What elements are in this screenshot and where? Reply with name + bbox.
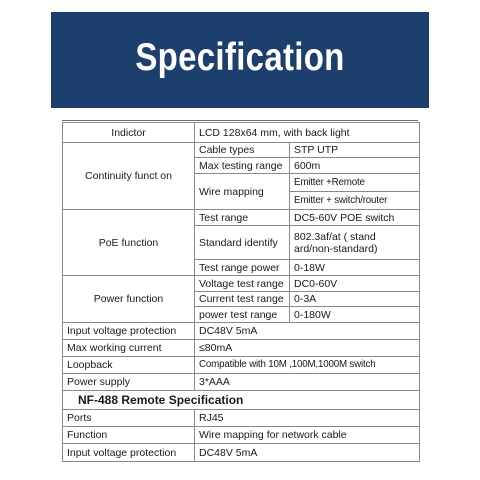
sub-value-voltage: DC0-60V bbox=[290, 276, 420, 292]
row-value-loopback: Compatible with 10M ,100M,1000M switch bbox=[195, 357, 420, 374]
sub-label-test-range: Test range bbox=[195, 210, 290, 226]
row-label-continuity: Continuity funct on bbox=[63, 143, 195, 210]
sub-value-standard: 802.3af/at ( stand ard/non-standard) bbox=[290, 226, 420, 260]
table-row bbox=[63, 444, 420, 462]
remote-label-ports: Ports bbox=[63, 410, 195, 427]
sub-label-cable-types: Cable types bbox=[195, 143, 290, 158]
sub-label-standard: Standard identify bbox=[195, 226, 290, 260]
table-row bbox=[63, 123, 420, 143]
sub-value-wire-mapping-2: Emitter + switch/router bbox=[290, 192, 420, 210]
table-row bbox=[63, 391, 420, 410]
remote-section-heading: NF-488 Remote Specification bbox=[63, 391, 420, 410]
row-label-max-current: Max working current bbox=[63, 340, 195, 357]
remote-value-ports: RJ45 bbox=[195, 410, 420, 427]
sub-label-power-range: Test range power bbox=[195, 260, 290, 276]
row-value-power-supply: 3*AAA bbox=[195, 374, 420, 391]
row-label-poe: PoE function bbox=[63, 210, 195, 276]
sub-value-current: 0-3A bbox=[290, 292, 420, 307]
sub-label-power-test: power test range bbox=[195, 307, 290, 323]
sub-value-power-range: 0-18W bbox=[290, 260, 420, 276]
remote-value-input-voltage: DC48V 5mA bbox=[195, 444, 420, 462]
remote-label-function: Function bbox=[63, 427, 195, 444]
row-label-power: Power function bbox=[63, 276, 195, 323]
title-banner bbox=[51, 12, 429, 108]
table-row bbox=[63, 410, 420, 427]
row-label-input-voltage: Input voltage protection bbox=[63, 323, 195, 340]
row-label-loopback: Loopback bbox=[63, 357, 195, 374]
row-label-power-supply: Power supply bbox=[63, 374, 195, 391]
row-value-max-current: ≤80mA bbox=[195, 340, 420, 357]
remote-value-function: Wire mapping for network cable bbox=[195, 427, 420, 444]
row-value-indicator: LCD 128x64 mm, with back light bbox=[195, 123, 420, 143]
spec-table bbox=[62, 122, 420, 462]
row-label-indicator: Indictor bbox=[63, 123, 195, 143]
sub-value-cable-types: STP UTP bbox=[290, 143, 420, 158]
page-title: Specification bbox=[135, 34, 345, 79]
sub-label-max-range: Max testing range bbox=[195, 158, 290, 174]
remote-label-input-voltage: Input voltage protection bbox=[63, 444, 195, 462]
table-row bbox=[63, 323, 420, 340]
table-row bbox=[63, 357, 420, 374]
sub-label-voltage: Voltage test range bbox=[195, 276, 290, 292]
top-divider bbox=[62, 120, 418, 121]
sub-value-test-range: DC5-60V POE switch bbox=[290, 210, 420, 226]
table-row bbox=[63, 340, 420, 357]
table-row bbox=[63, 374, 420, 391]
sub-value-max-range: 600m bbox=[290, 158, 420, 174]
table-row bbox=[63, 143, 420, 158]
table-row bbox=[63, 210, 420, 226]
row-value-input-voltage: DC48V 5mA bbox=[195, 323, 420, 340]
table-row bbox=[63, 427, 420, 444]
table-row bbox=[63, 276, 420, 292]
sub-value-power-test: 0-180W bbox=[290, 307, 420, 323]
sub-value-wire-mapping-1: Emitter +Remote bbox=[290, 174, 420, 192]
sub-label-wire-mapping: Wire mapping bbox=[195, 174, 290, 210]
sub-label-current: Current test range bbox=[195, 292, 290, 307]
